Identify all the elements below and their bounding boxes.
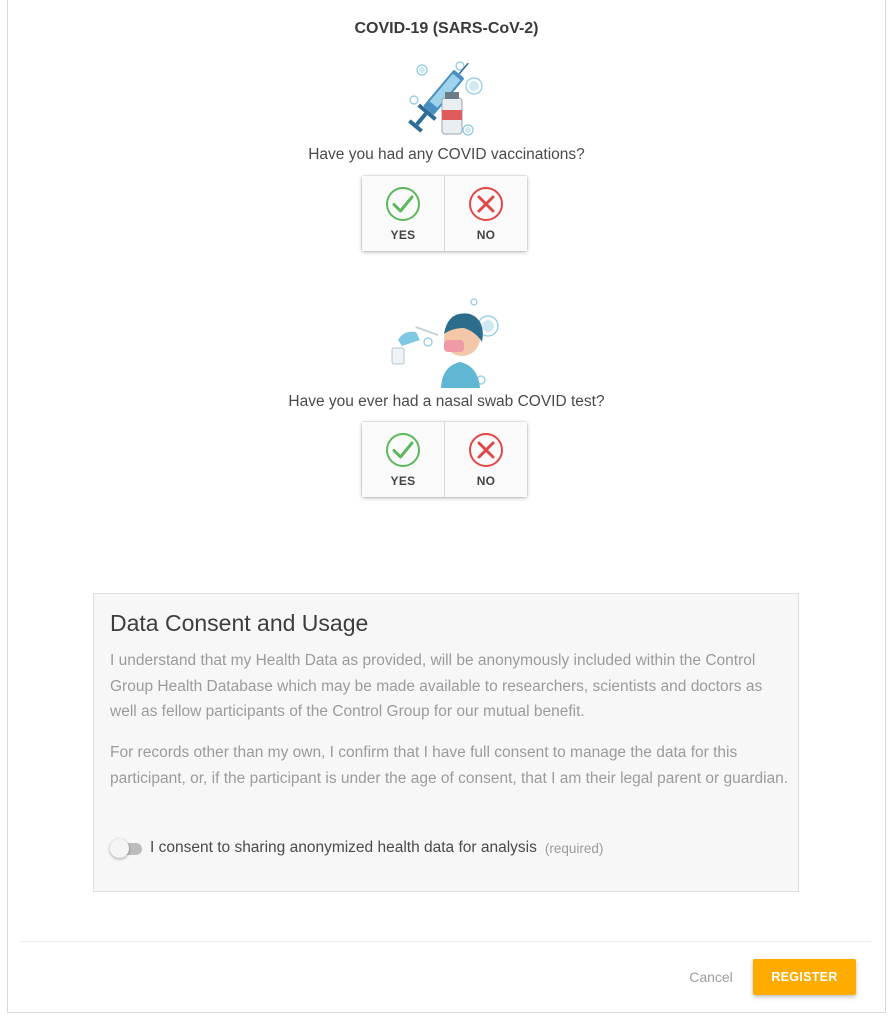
- consent-title: Data Consent and Usage: [110, 610, 369, 636]
- consent-paragraph-2: For records other than my own, I confirm that I have full consent to manage the data for this participant, or, if the participant is under the age of consent, that I am their legal parent or guardian.: [110, 744, 789, 787]
- no-label: NO: [476, 228, 496, 242]
- vaccine-illustration: [402, 50, 492, 142]
- footer-divider: [20, 941, 871, 942]
- swab-answer-group: [362, 422, 527, 497]
- no-label: NO: [476, 474, 496, 488]
- required-note: (required): [544, 840, 604, 856]
- cancel-button[interactable]: Cancel: [689, 969, 733, 985]
- vaccination-yes-button[interactable]: [362, 176, 444, 251]
- swab-no-button[interactable]: [444, 422, 527, 497]
- consent-toggle-row: [110, 839, 603, 857]
- swab-illustration: [386, 296, 506, 388]
- vaccine-syringe-icon: [402, 50, 492, 142]
- section-title: COVID-19 (SARS-CoV-2): [354, 20, 539, 37]
- consent-panel: [93, 593, 799, 892]
- question-vaccination: Have you had any COVID vaccinations?: [308, 146, 585, 163]
- consent-toggle[interactable]: [110, 839, 142, 857]
- consent-paragraph-1: I understand that my Health Data as provided, will be anonymously included within the Control Group Health Database which may be made available to researchers, scientists and doctors as well as fellow participants of the Control Group for our mutual benefit.: [110, 652, 763, 720]
- nasal-swab-icon: [386, 296, 506, 388]
- consent-toggle-label: I consent to sharing anonymized health data for analysis: [150, 839, 537, 856]
- toggle-thumb: [110, 839, 129, 858]
- yes-label: YES: [390, 474, 416, 488]
- check-circle-icon: [385, 186, 421, 222]
- swab-yes-button[interactable]: [362, 422, 444, 497]
- check-circle-icon: [385, 432, 421, 468]
- question-swab-test: Have you ever had a nasal swab COVID test?: [288, 393, 605, 410]
- vaccination-answer-group: [362, 176, 527, 251]
- yes-label: YES: [390, 228, 416, 242]
- x-circle-icon: [468, 186, 504, 222]
- register-button[interactable]: REGISTER: [753, 959, 856, 995]
- x-circle-icon: [468, 432, 504, 468]
- vaccination-no-button[interactable]: [444, 176, 527, 251]
